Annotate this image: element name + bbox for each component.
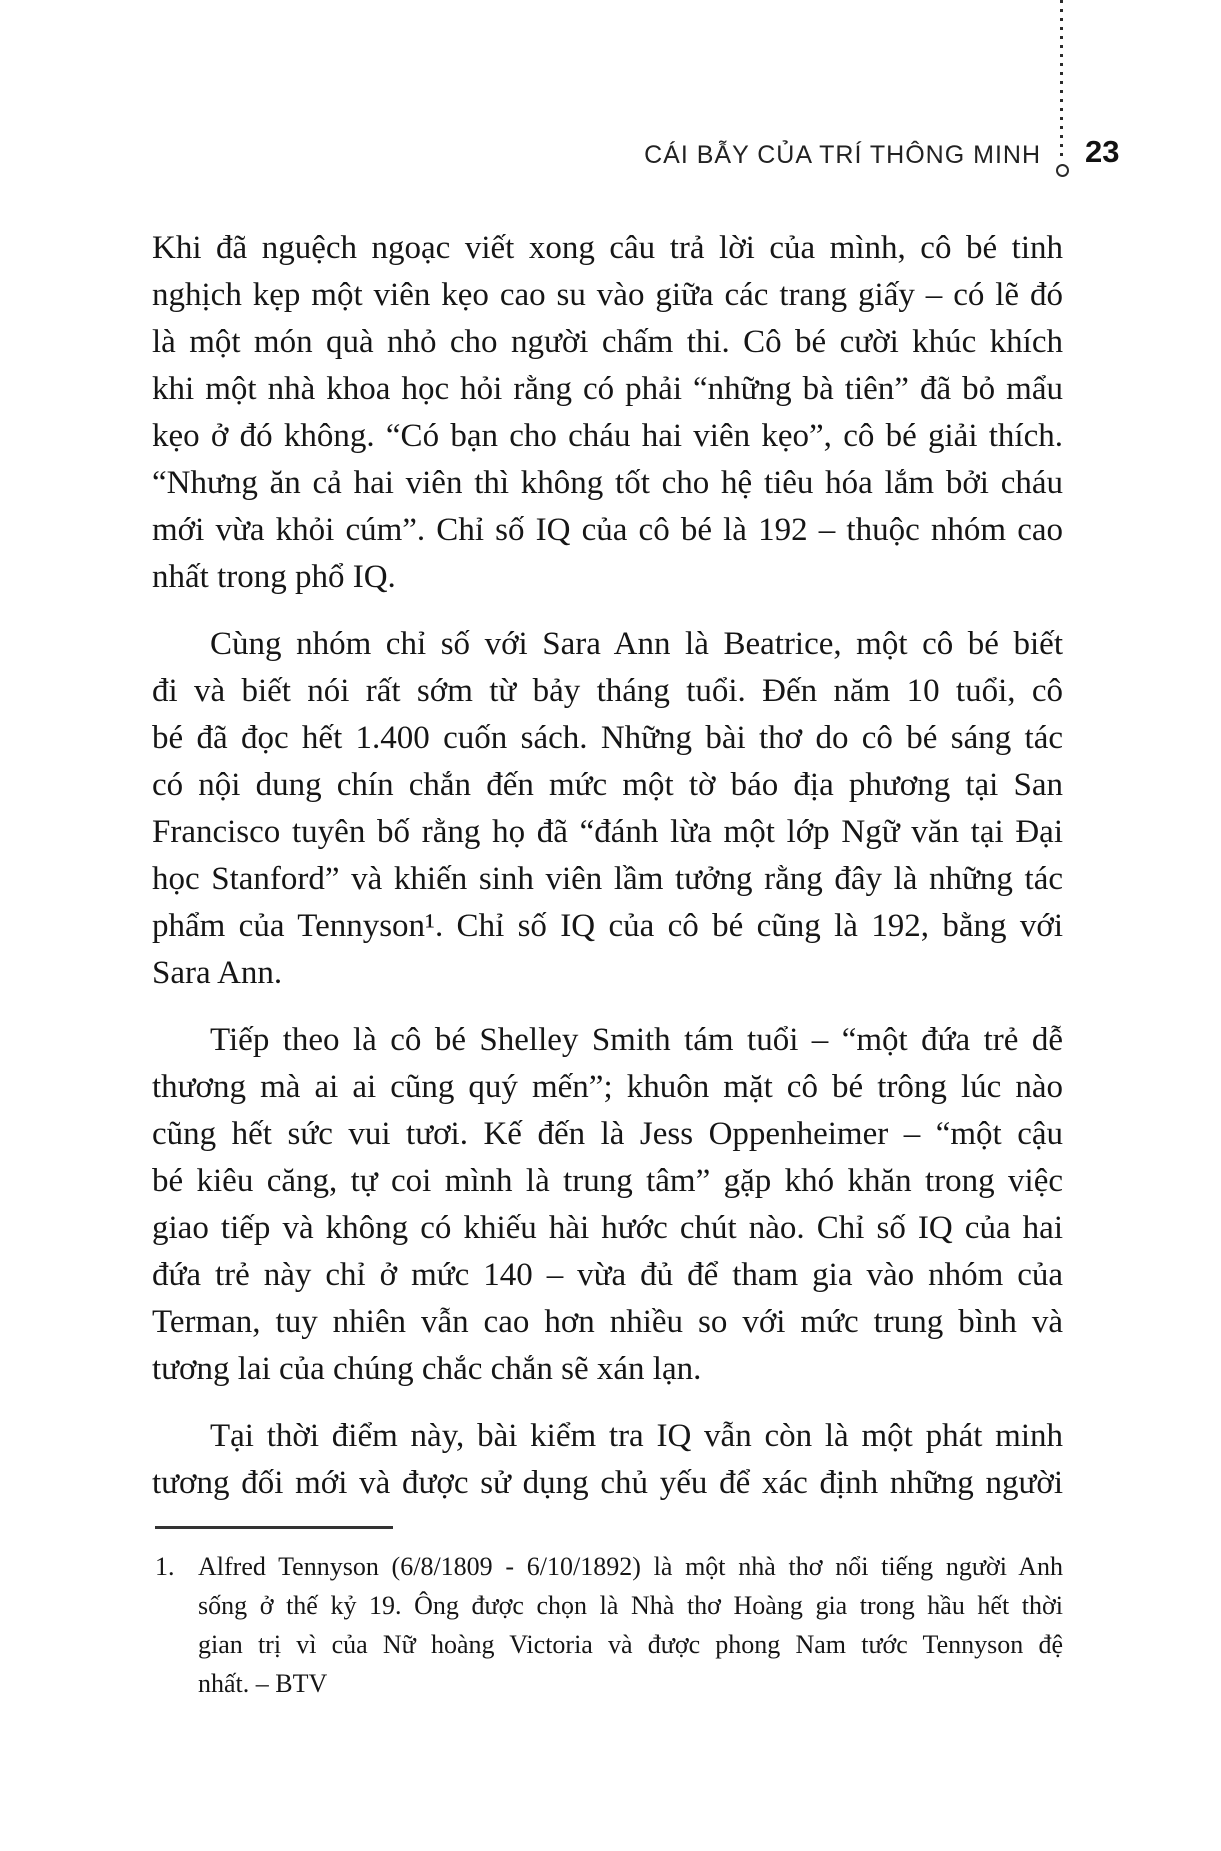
text-line: học Stanford” và khiến sinh viên lầm tưởng rằng đây là những tác xyxy=(152,861,1063,897)
text-line: Tại thời điểm này, bài kiểm tra IQ vẫn còn là một phát minh xyxy=(210,1418,1063,1454)
text-line: kẹo ở đó không. “Có bạn cho cháu hai viên kẹo”, cô bé giải thích. xyxy=(152,418,1063,454)
dotted-rule-ornament xyxy=(1060,0,1063,162)
text-line: thương mà ai ai cũng quý mến”; khuôn mặt cô bé trông lúc nào xyxy=(152,1069,1063,1105)
paragraph-1 xyxy=(152,225,1063,601)
footnote xyxy=(155,1547,1063,1703)
text-line: “Nhưng ăn cả hai viên thì không tốt cho hệ tiêu hóa lắm bởi cháu xyxy=(152,465,1063,501)
text-line: tương đối mới và được sử dụng chủ yếu để xác định những người xyxy=(152,1465,1063,1501)
text-line: có nội dung chín chắn đến mức một tờ báo địa phương tại San xyxy=(152,767,1063,803)
footnote-line: nhất. – BTV xyxy=(198,1669,328,1698)
text-line: là một món quà nhỏ cho người chấm thi. Cô bé cười khúc khích xyxy=(152,324,1063,360)
footnote-text xyxy=(198,1547,1063,1703)
text-line: đứa trẻ này chỉ ở mức 140 – vừa đủ để tham gia vào nhóm của xyxy=(152,1257,1063,1293)
text-line: nhất trong phổ IQ. xyxy=(152,559,396,595)
text-line: nghịch kẹp một viên kẹo cao su vào giữa các trang giấy – có lẽ đó xyxy=(152,277,1063,313)
paragraph-2 xyxy=(152,621,1063,997)
text-line: Cùng nhóm chỉ số với Sara Ann là Beatrice, một cô bé biết xyxy=(210,626,1063,662)
text-line: bé đã đọc hết 1.400 cuốn sách. Những bài thơ do cô bé sáng tác xyxy=(152,720,1063,756)
text-line: Khi đã nguệch ngoạc viết xong câu trả lời của mình, cô bé tinh xyxy=(152,230,1063,266)
text-line: bé kiêu căng, tự coi mình là trung tâm” gặp khó khăn trong việc xyxy=(152,1163,1063,1199)
text-line: Tiếp theo là cô bé Shelley Smith tám tuổi – “một đứa trẻ dễ xyxy=(210,1022,1063,1058)
text-line: mới vừa khỏi cúm”. Chỉ số IQ của cô bé là 192 – thuộc nhóm cao xyxy=(152,512,1063,548)
text-line: Terman, tuy nhiên vẫn cao hơn nhiều so với mức trung bình và xyxy=(152,1304,1063,1340)
text-line: tương lai của chúng chắc chắn sẽ xán lạn. xyxy=(152,1351,702,1387)
footnote-line: Alfred Tennyson (6/8/1809 - 6/10/1892) là một nhà thơ nổi tiếng người Anh xyxy=(198,1552,1063,1581)
footnote-line: gian trị vì của Nữ hoàng Victoria và được phong Nam tước Tennyson đệ xyxy=(198,1630,1063,1659)
text-line: Francisco tuyên bố rằng họ đã “đánh lừa một lớp Ngữ văn tại Đại xyxy=(152,814,1063,850)
body-text-column xyxy=(152,225,1063,1527)
text-line: Sara Ann. xyxy=(152,955,283,991)
footnote-separator-rule xyxy=(155,1526,393,1529)
paragraph-4 xyxy=(152,1413,1063,1507)
text-line: khi một nhà khoa học hỏi rằng có phải “những bà tiên” đã bỏ mẩu xyxy=(152,371,1063,407)
circle-ornament xyxy=(1056,164,1069,177)
page-number: 23 xyxy=(1085,134,1120,169)
paragraph-3 xyxy=(152,1017,1063,1393)
text-line: đi và biết nói rất sớm từ bảy tháng tuổi. Đến năm 10 tuổi, cô xyxy=(152,673,1063,709)
text-line: giao tiếp và không có khiếu hài hước chút nào. Chỉ số IQ của hai xyxy=(152,1210,1063,1246)
footnote-line: sống ở thế kỷ 19. Ông được chọn là Nhà thơ Hoàng gia trong hầu hết thời xyxy=(198,1591,1063,1620)
running-header-title: CÁI BẪY CỦA TRÍ THÔNG MINH xyxy=(644,141,1041,169)
footnote-marker: 1. xyxy=(155,1552,175,1581)
text-line: cũng hết sức vui tươi. Kế đến là Jess Oppenheimer – “một cậu xyxy=(152,1116,1063,1152)
text-line: phẩm của Tennyson¹. Chỉ số IQ của cô bé cũng là 192, bằng với xyxy=(152,908,1063,944)
